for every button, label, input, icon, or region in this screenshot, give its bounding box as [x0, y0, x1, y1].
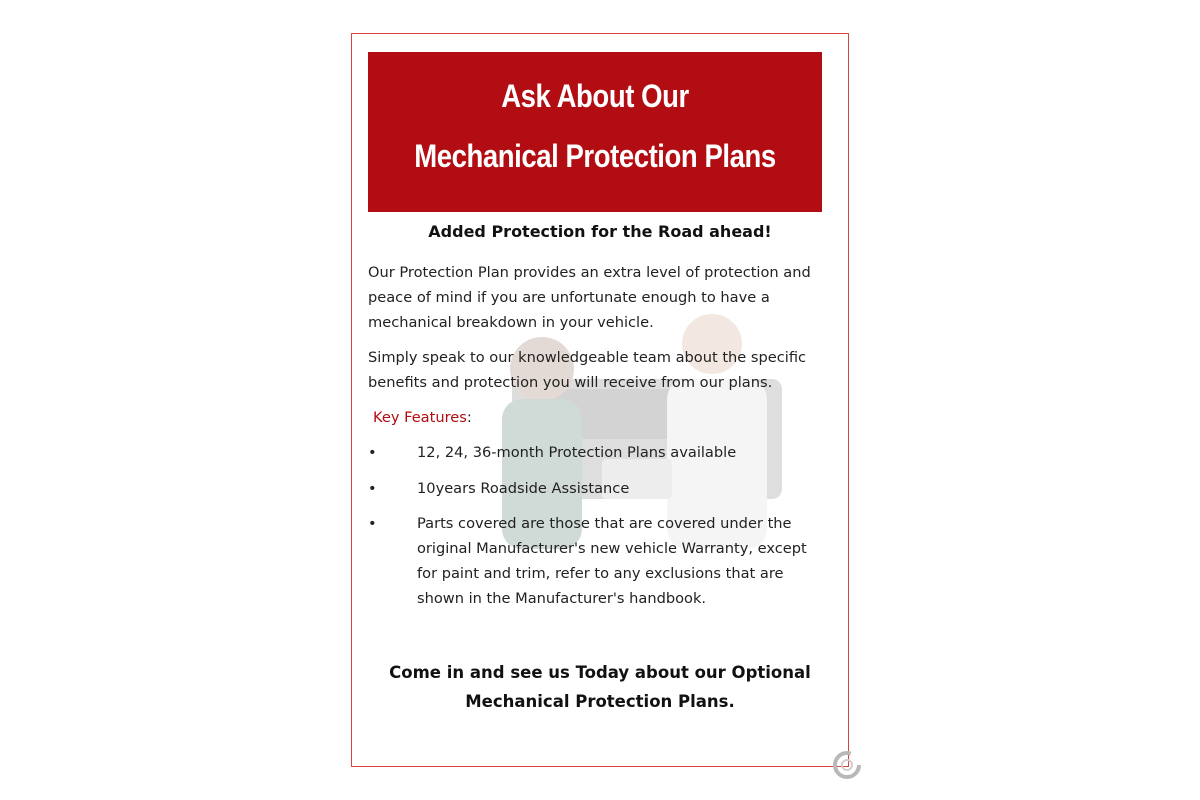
subheading: Added Protection for the Road ahead! [428, 222, 772, 241]
feature-text: Parts covered are those that are covered under the original Manufacturer's new vehicle Warranty, except for paint and trim, refer to any exclusions that are shown in the Manufacturer's handbook. [417, 515, 807, 607]
key-features-colon: : [466, 409, 472, 426]
feature-text: 10years Roadside Assistance [417, 480, 630, 497]
bullet-icon: • [368, 515, 377, 532]
contact-paragraph: Simply speak to our knowledgeable team about the specific benefits and protection you will receive from our plans. [368, 349, 807, 391]
title-banner [368, 52, 822, 212]
banner-title-line-2: Mechanical Protection Plans [414, 138, 776, 174]
circular-logo-icon [830, 748, 864, 782]
feature-text: 12, 24, 36-month Protection Plans available [417, 444, 737, 461]
banner-title-line-1: Ask About Our [501, 78, 689, 114]
key-features-label: Key Features [373, 409, 467, 426]
closing-call-to-action: Come in and see us Today about our Optional Mechanical Protection Plans. [389, 663, 811, 711]
flyer [351, 33, 849, 767]
key-features-heading [373, 405, 472, 430]
intro-paragraph: Our Protection Plan provides an extra level of protection and peace of mind if you are unfortunate enough to have a mechanical breakdown in your vehicle. [368, 264, 811, 331]
bullet-icon: • [368, 444, 377, 461]
bullet-icon: • [368, 480, 377, 497]
